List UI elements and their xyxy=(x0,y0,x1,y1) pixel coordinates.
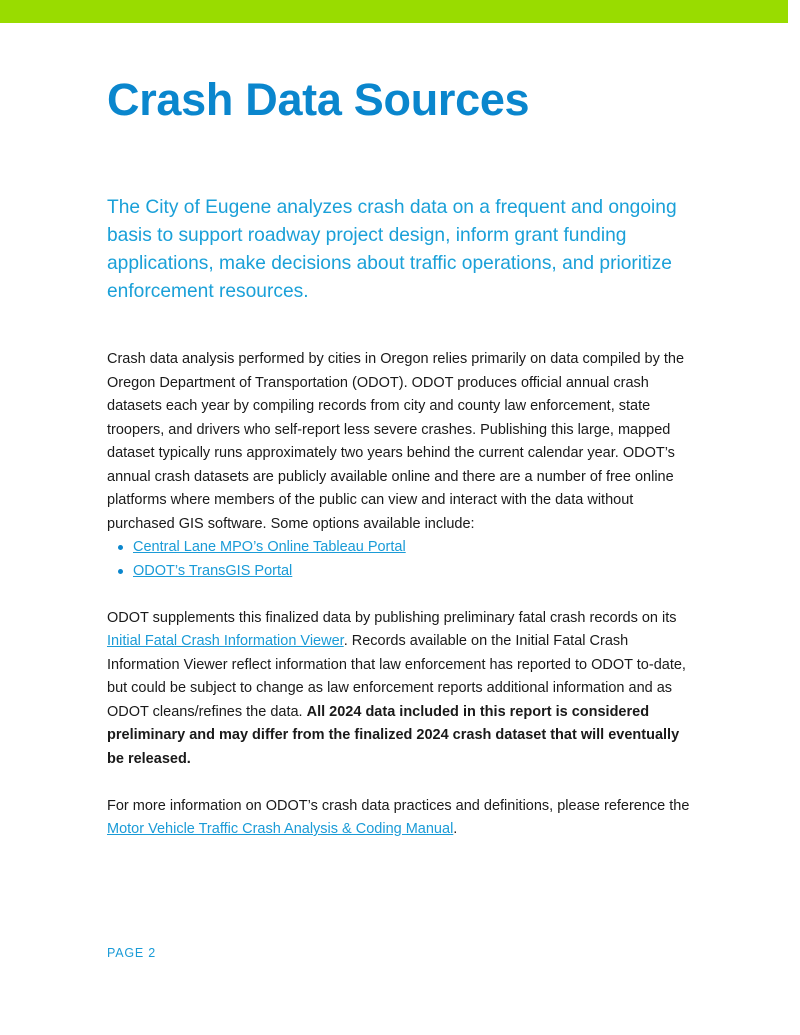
paragraph-preliminary-data xyxy=(107,607,697,772)
coding-manual-link[interactable]: Motor Vehicle Traffic Crash Analysis & Coding Manual xyxy=(107,821,454,837)
list-item xyxy=(117,536,697,560)
paragraph-more-info xyxy=(107,795,697,842)
paragraph-data-sources: Crash data analysis performed by cities in Oregon relies primarily on data compiled by the Oregon Department of Transportation (ODOT). ODOT produces official annual crash datasets each year by compiling records from city and county law enforcement, state troopers, and drivers who self-report less severe crashes. Publishing this large, mapped dataset typically runs approximately two years behind the current calendar year. ODOT’s annual crash datasets are publicly available online and there are a number of free online platforms where members of the public can view and interact with the data without purchased GIS software. Some options available include: xyxy=(107,351,685,532)
paragraph2-text-end: . Records available on the Initial Fatal Crash Information Viewer reflect information that law enforcement has reported to ODOT to-date, but could be subject to change as law enforcement reports additional information and as ODOT cleans/refines the data. xyxy=(107,633,686,720)
page-title: Crash Data Sources xyxy=(107,74,530,125)
paragraph3-text-start: For more information on ODOT’s crash data practices and definitions, please reference the xyxy=(107,797,690,814)
odot-transgis-link[interactable]: ODOT’s TransGIS Portal xyxy=(133,562,293,579)
central-lane-tableau-link[interactable]: Central Lane MPO’s Online Tableau Portal xyxy=(133,539,406,555)
top-accent-bar xyxy=(0,0,788,23)
list-item xyxy=(117,560,697,584)
fatal-crash-viewer-link[interactable]: Initial Fatal Crash Information Viewer xyxy=(107,633,344,649)
paragraph3-text-end: . xyxy=(453,821,458,837)
portal-link-list xyxy=(107,536,697,583)
intro-paragraph: The City of Eugene analyzes crash data on a frequent and ongoing basis to support roadway project design, inform grant funding applications, make decisions about traffic operations, and prioritize enforcement resources. xyxy=(107,197,677,302)
preliminary-data-notice: All 2024 data included in this report is considered preliminary and may differ from the finalized 2024 crash dataset that will eventually be released. xyxy=(107,703,680,767)
page-number: PAGE 2 xyxy=(107,946,157,960)
body-content xyxy=(107,348,697,842)
paragraph2-text-start: ODOT supplements this finalized data by publishing preliminary fatal crash records on its xyxy=(107,609,677,626)
